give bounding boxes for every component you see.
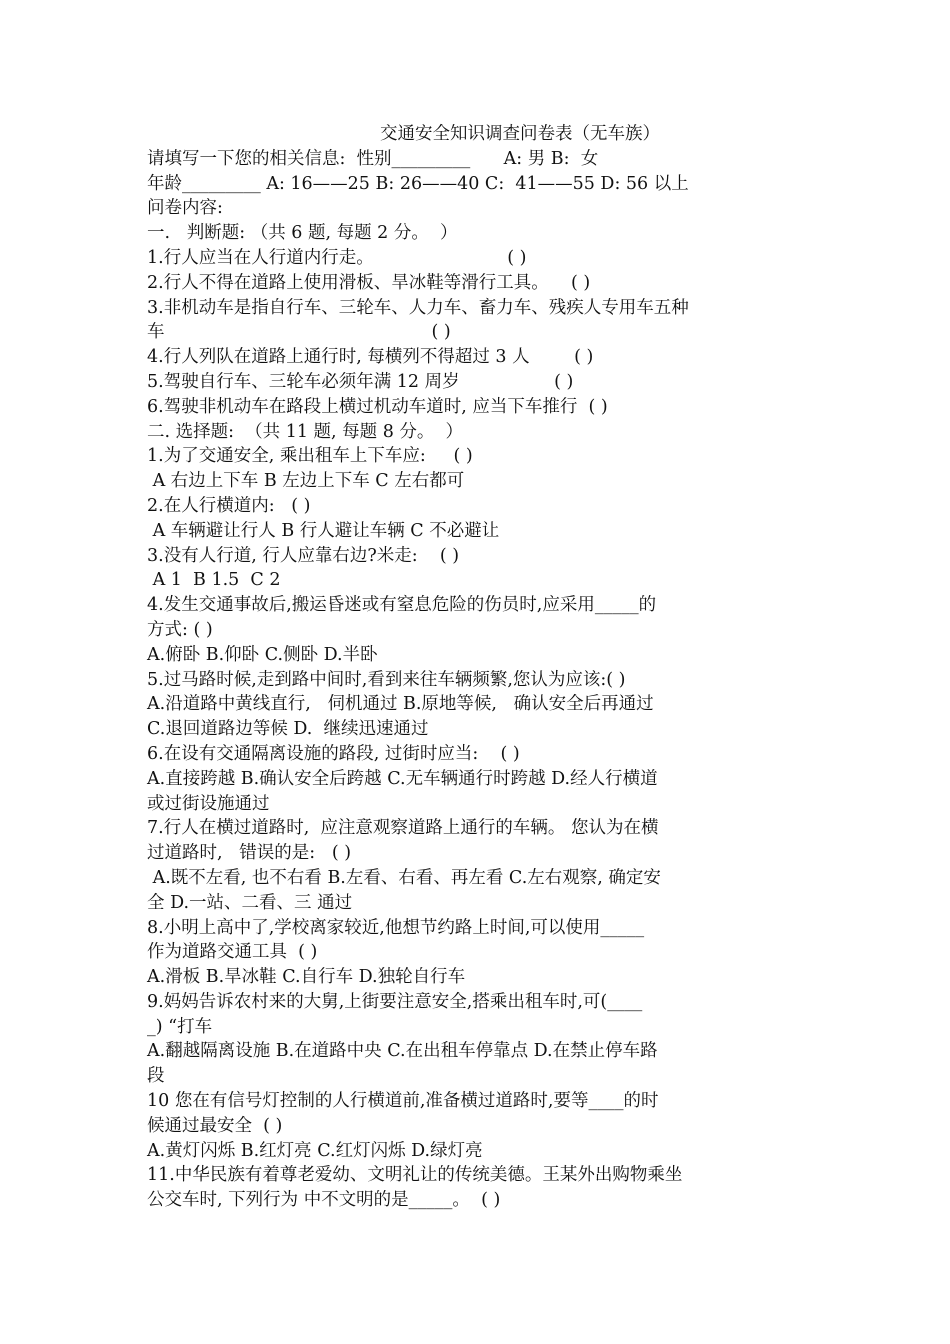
text-line: 过道路时, 错误的是: ( ) (147, 843, 352, 864)
text-line: 6.在设有交通隔离设施的路段, 过街时应当: ( ) (147, 743, 520, 764)
text-line: 全 D.一站、二看、三 通过 (147, 892, 353, 913)
text-line: 6.驾驶非机动车在路段上横过机动车道时, 应当下车推行 ( ) (147, 396, 608, 417)
text-line: 请填写一下您的相关信息: 性别_________ A: 男 B: 女 (147, 148, 599, 169)
text-line: 4.发生交通事故后,搬运昏迷或有窒息危险的伤员时,应采用_____的 (147, 595, 657, 616)
text-line: A 右边上下车 B 左边上下车 C 左右都可 (147, 471, 465, 492)
text-line: 候通过最安全 ( ) (147, 1115, 283, 1136)
text-line: A.滑板 B.旱冰鞋 C.自行车 D.独轮自行车 (147, 967, 466, 988)
document-title: 交通安全知识调查问卷表（无车族） (380, 124, 660, 144)
questionnaire-page (147, 122, 817, 1213)
text-line: A.翻越隔离设施 B.在道路中央 C.在出租车停靠点 D.在禁止停车路 (147, 1041, 658, 1062)
text-line: A.既不左看, 也不右看 B.左看、右看、再左看 C.左右观察, 确定安 (147, 867, 661, 888)
text-line: 段 (147, 1066, 165, 1087)
document-body (147, 147, 817, 1213)
text-line: 1.为了交通安全, 乘出租车上下车应: ( ) (147, 446, 473, 467)
text-line: 1.行人应当在人行道内行走。 ( ) (147, 247, 527, 268)
text-line: 5.驾驶自行车、三轮车必须年满 12 周岁 ( ) (147, 371, 574, 392)
text-line: A.黄灯闪烁 B.红灯亮 C.红灯闪烁 D.绿灯亮 (147, 1140, 483, 1161)
text-line: A.沿道路中黄线直行, 伺机通过 B.原地等候, 确认安全后再通过 (147, 694, 654, 715)
text-line: A 1 B 1.5 C 2 (147, 570, 281, 591)
text-line: A 车辆避让行人 B 行人避让车辆 C 不必避让 (147, 520, 500, 541)
text-line: 问卷内容: (147, 198, 223, 219)
text-line: 车 ( ) (147, 322, 451, 343)
text-line: C.退回道路边等候 D. 继续迅速通过 (147, 719, 429, 740)
text-line: 方式: ( ) (147, 619, 213, 640)
text-line: A.直接跨越 B.确认安全后跨越 C.无车辆通行时跨越 D.经人行横道 (147, 768, 658, 789)
text-line: 9.妈妈告诉农村来的大舅,上街要注意安全,搭乘出租车时,可(____ (147, 991, 643, 1012)
text-line: 二. 选择题: （共 11 题, 每题 8 分。 ） (147, 421, 464, 442)
text-line: 一. 判断题: （共 6 题, 每题 2 分。 ） (147, 223, 458, 244)
text-line: _) “打车 (147, 1016, 213, 1037)
text-line: 7.行人在横过道路时, 应注意观察道路上通行的车辆。 您认为在横 (147, 818, 659, 839)
text-line: 5.过马路时候,走到路中间时,看到来往车辆频繁,您认为应该:( ) (147, 669, 626, 690)
text-line: 公交车时, 下列行为 中不文明的是_____。 ( ) (147, 1190, 501, 1211)
text-line: 年龄_________ A: 16——25 B: 26——40 C: 41——55 D: 56 以上 (147, 173, 689, 194)
text-line: 4.行人列队在道路上通行时, 每横列不得超过 3 人 ( ) (147, 347, 594, 368)
text-line: 11.中华民族有着尊老爱幼、文明礼让的传统美德。王某外出购物乘坐 (147, 1165, 683, 1186)
text-line: 10 您在有信号灯控制的人行横道前,准备横过道路时,要等____的时 (147, 1091, 659, 1112)
text-line: 2.行人不得在道路上使用滑板、旱冰鞋等滑行工具。 ( ) (147, 272, 591, 293)
text-line: 2.在人行横道内: ( ) (147, 495, 311, 516)
text-line: 或过街设施通过 (147, 793, 270, 814)
text-line: 8.小明上高中了,学校离家较近,他想节约路上时间,可以使用_____ (147, 917, 645, 938)
text-line: 作为道路交通工具 ( ) (147, 942, 318, 963)
text-line: A.俯卧 B.仰卧 C.侧卧 D.半卧 (147, 644, 378, 665)
text-line: 3.非机动车是指自行车、三轮车、人力车、畜力车、残疾人专用车五种 (147, 297, 689, 318)
text-line: 3.没有人行道, 行人应靠右边?米走: ( ) (147, 545, 460, 566)
